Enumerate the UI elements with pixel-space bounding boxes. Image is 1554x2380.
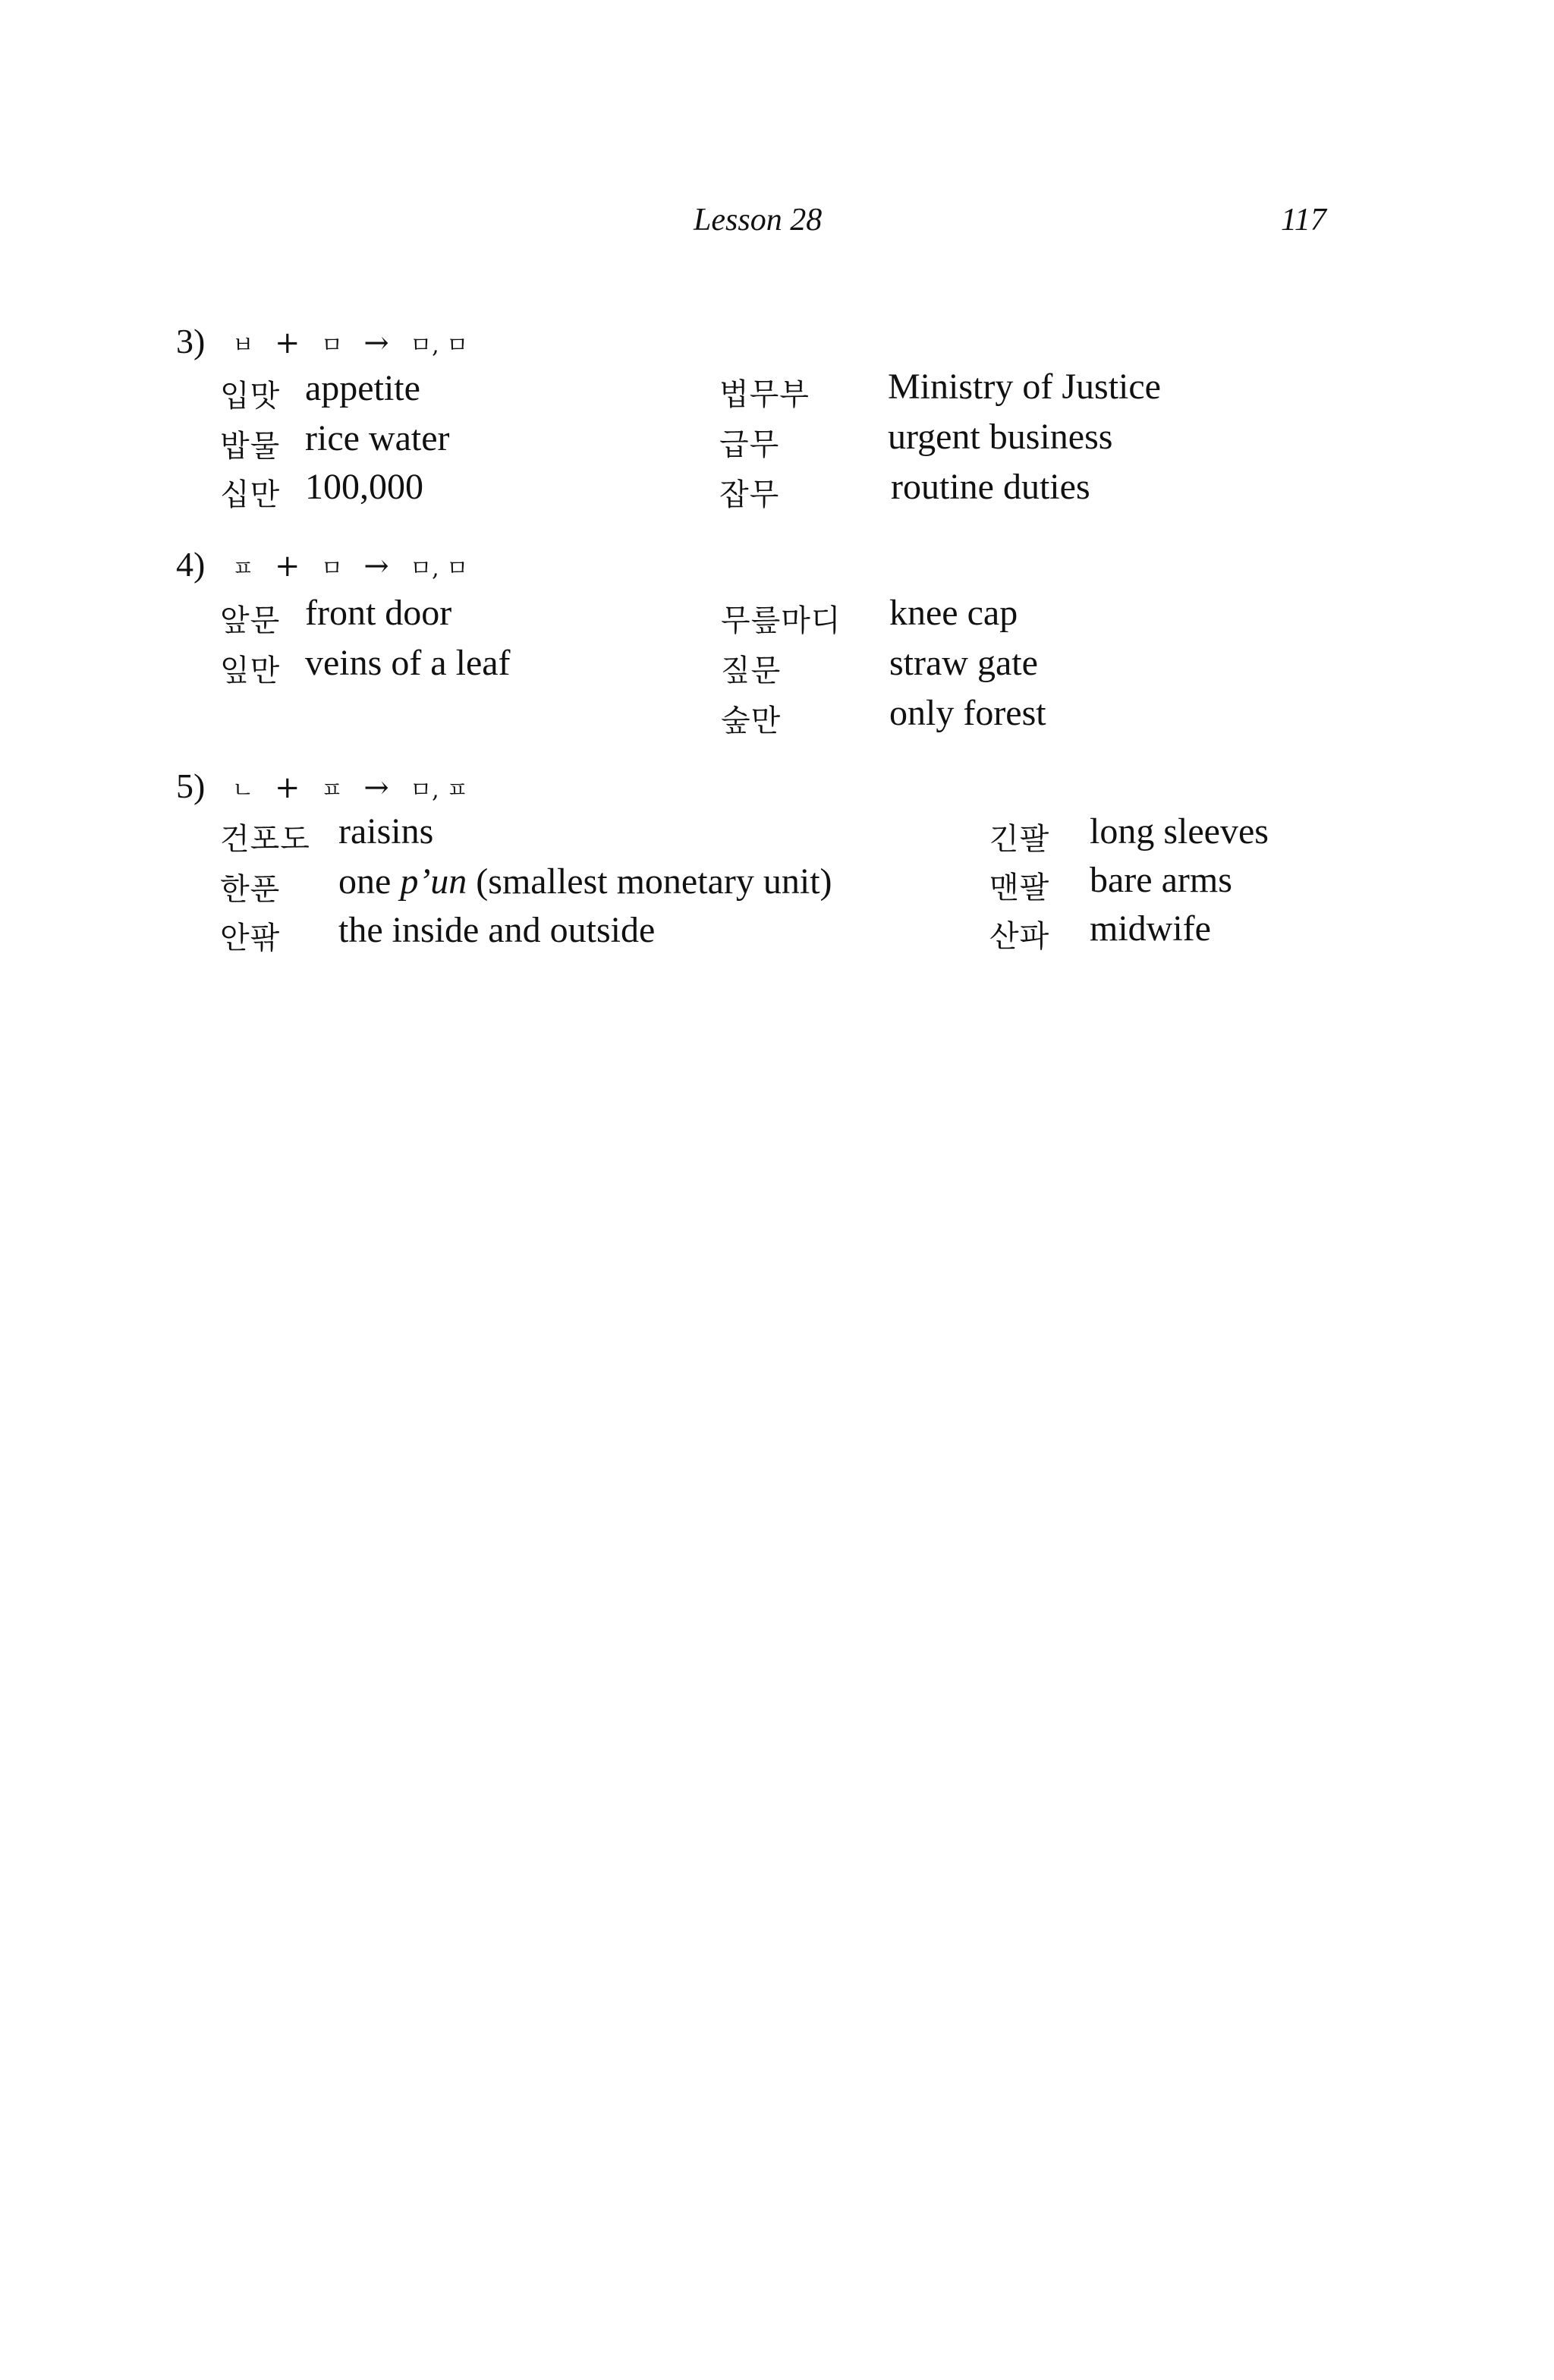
rule-with: ㅍ — [320, 777, 343, 804]
section-number: 3) — [176, 322, 206, 360]
korean-word: 앞문 — [220, 603, 281, 638]
korean-word: 밥물 — [220, 429, 281, 464]
english-gloss: bare arms — [1090, 860, 1232, 900]
english-gloss: knee cap — [889, 593, 1018, 633]
rule-arrow: → — [363, 770, 389, 805]
section-3-rule — [176, 317, 468, 366]
rule-arrow: → — [363, 549, 389, 584]
korean-word: 숲만 — [721, 704, 782, 738]
section-5-rule — [176, 762, 468, 811]
english-gloss: urgent business — [888, 417, 1113, 457]
english-gloss: raisins — [338, 811, 434, 852]
section-number: 5) — [176, 767, 206, 805]
gloss-part: (smallest monetary unit) — [467, 861, 832, 902]
korean-word: 잡무 — [719, 477, 780, 512]
english-gloss — [338, 861, 832, 902]
romanized-term: p’un — [400, 861, 467, 902]
english-gloss: appetite — [305, 368, 420, 408]
english-gloss: rice water — [305, 418, 450, 458]
korean-word: 산파 — [989, 919, 1050, 954]
running-title: Lesson 28 — [694, 203, 823, 238]
english-gloss: veins of a leaf — [305, 643, 511, 683]
korean-word: 건포도 — [220, 822, 310, 857]
gloss-part: one — [338, 861, 401, 902]
rule-with: ㅁ — [320, 556, 343, 582]
english-gloss: straw gate — [889, 643, 1038, 683]
rule-to: ㅁ, ㅁ — [410, 556, 469, 582]
rule-with: ㅁ — [320, 332, 343, 359]
rule-plus: + — [275, 770, 300, 805]
korean-word: 한푼 — [220, 872, 281, 907]
korean-word: 안팎 — [220, 921, 281, 955]
rule-from: ㅍ — [231, 556, 254, 582]
korean-word: 짚문 — [721, 653, 782, 688]
korean-word: 긴팔 — [989, 822, 1050, 857]
rule-to: ㅁ, ㅍ — [410, 777, 469, 804]
english-gloss: only forest — [889, 693, 1046, 733]
english-gloss: the inside and outside — [338, 910, 656, 950]
korean-word: 십만 — [220, 477, 281, 512]
english-gloss: long sleeves — [1090, 811, 1269, 852]
korean-word: 급무 — [719, 427, 780, 462]
section-number: 4) — [176, 545, 206, 584]
korean-word: 입맛 — [220, 379, 281, 414]
english-gloss: midwife — [1090, 908, 1211, 949]
english-gloss: front door — [305, 593, 452, 633]
rule-arrow: → — [363, 326, 389, 360]
korean-word: 잎만 — [220, 653, 281, 688]
rule-plus: + — [275, 549, 300, 584]
rule-plus: + — [275, 326, 300, 360]
english-gloss: Ministry of Justice — [888, 367, 1161, 407]
rule-from: ㅂ — [231, 332, 254, 359]
section-4-rule — [176, 540, 468, 589]
rule-to: ㅁ, ㅁ — [410, 332, 469, 359]
korean-word: 맨팔 — [989, 870, 1050, 905]
korean-word: 법무부 — [719, 377, 810, 412]
page-number: 117 — [1281, 203, 1326, 238]
english-gloss: routine duties — [891, 467, 1090, 507]
korean-word: 무릎마디 — [721, 603, 841, 638]
rule-from: ㄴ — [231, 777, 254, 804]
english-gloss: 100,000 — [305, 467, 423, 507]
